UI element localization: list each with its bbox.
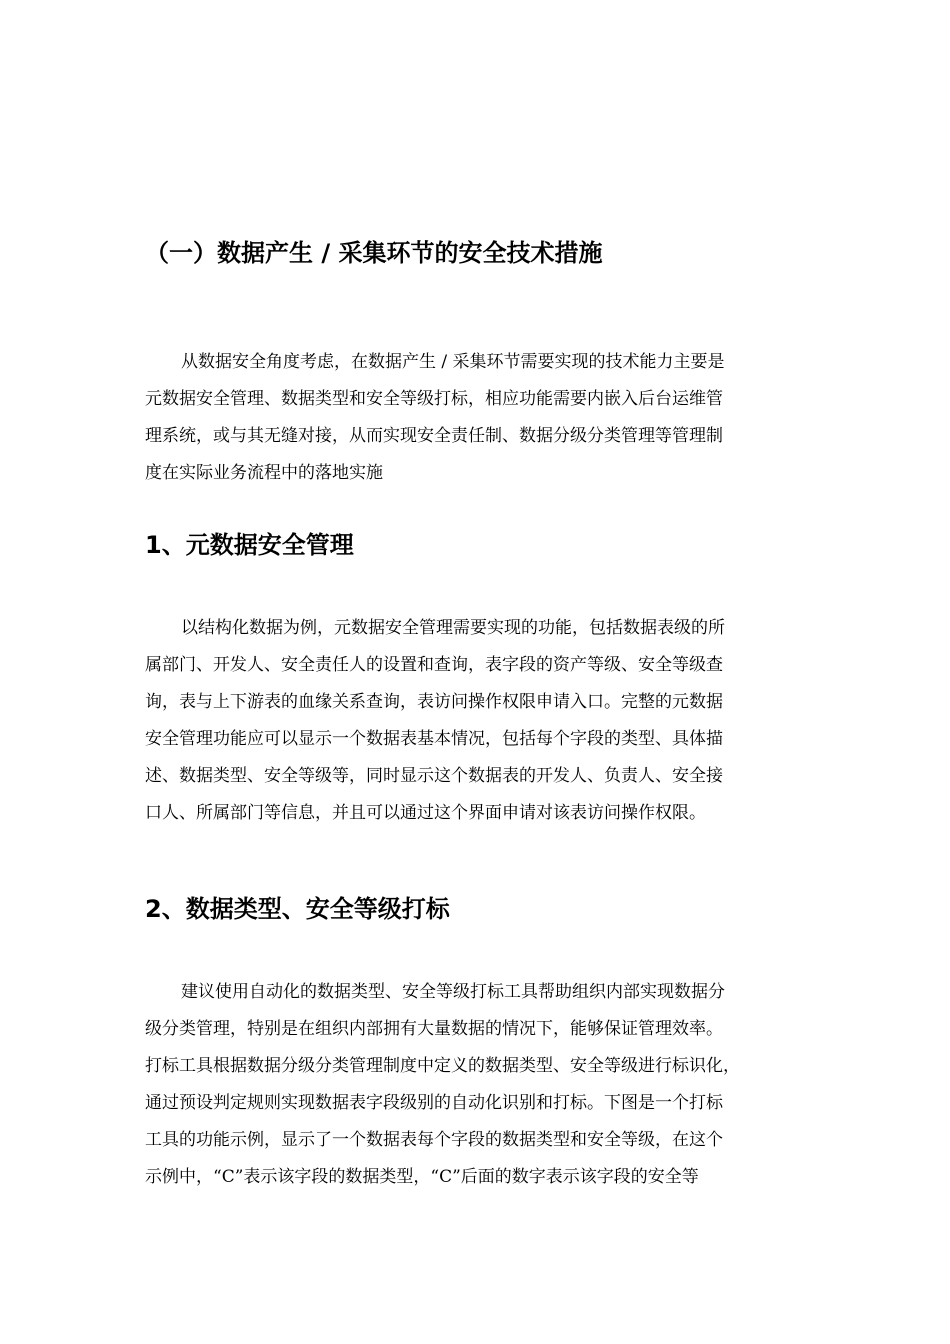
metadata-security-paragraph (145, 610, 805, 832)
intro-paragraph (145, 344, 805, 492)
paragraph-line: 述、数据类型、安全等级等，同时显示这个数据表的开发人、负责人、安全接 (145, 766, 723, 786)
paragraph-line: 建议使用自动化的数据类型、安全等级打标工具帮助组织内部实现数据分 (181, 982, 725, 1002)
paragraph-line: 通过预设判定规则实现数据表字段级别的自动化识别和打标。下图是一个打标 (145, 1093, 723, 1113)
section-heading: （一）数据产生 / 采集环节的安全技术措施 (145, 239, 603, 267)
paragraph-line: 级分类管理，特别是在组织内部拥有大量数据的情况下，能够保证管理效率。 (145, 1019, 723, 1039)
paragraph-line: 口人、所属部门等信息，并且可以通过这个界面申请对该表访问操作权限。 (145, 803, 706, 823)
paragraph-line: 元数据安全管理、数据类型和安全等级打标，相应功能需要内嵌入后台运维管 (145, 389, 723, 409)
subsection-heading-metadata-security: 1、元数据安全管理 (145, 531, 354, 559)
paragraph-line: 示例中，“C”表示该字段的数据类型，“C”后面的数字表示该字段的安全等 (145, 1167, 699, 1187)
paragraph-line: 以结构化数据为例，元数据安全管理需要实现的功能，包括数据表级的所 (181, 618, 725, 638)
paragraph-line: 属部门、开发人、安全责任人的设置和查询，表字段的资产等级、安全等级查 (145, 655, 723, 675)
paragraph-line: 工具的功能示例，显示了一个数据表每个字段的数据类型和安全等级，在这个 (145, 1130, 723, 1150)
paragraph-line: 理系统，或与其无缝对接，从而实现安全责任制、数据分级分类管理等管理制 (145, 426, 723, 446)
paragraph-line: 度在实际业务流程中的落地实施 (145, 463, 383, 483)
subsection-heading-data-labeling: 2、数据类型、安全等级打标 (145, 895, 450, 923)
paragraph-line: 从数据安全角度考虑，在数据产生 / 采集环节需要实现的技术能力主要是 (181, 352, 725, 372)
paragraph-line: 安全管理功能应可以显示一个数据表基本情况，包括每个字段的类型、具体描 (145, 729, 723, 749)
paragraph-line: 询，表与上下游表的血缘关系查询，表访问操作权限申请入口。完整的元数据 (145, 692, 723, 712)
paragraph-line: 打标工具根据数据分级分类管理制度中定义的数据类型、安全等级进行标识化， (145, 1056, 740, 1076)
data-labeling-paragraph (145, 974, 805, 1196)
